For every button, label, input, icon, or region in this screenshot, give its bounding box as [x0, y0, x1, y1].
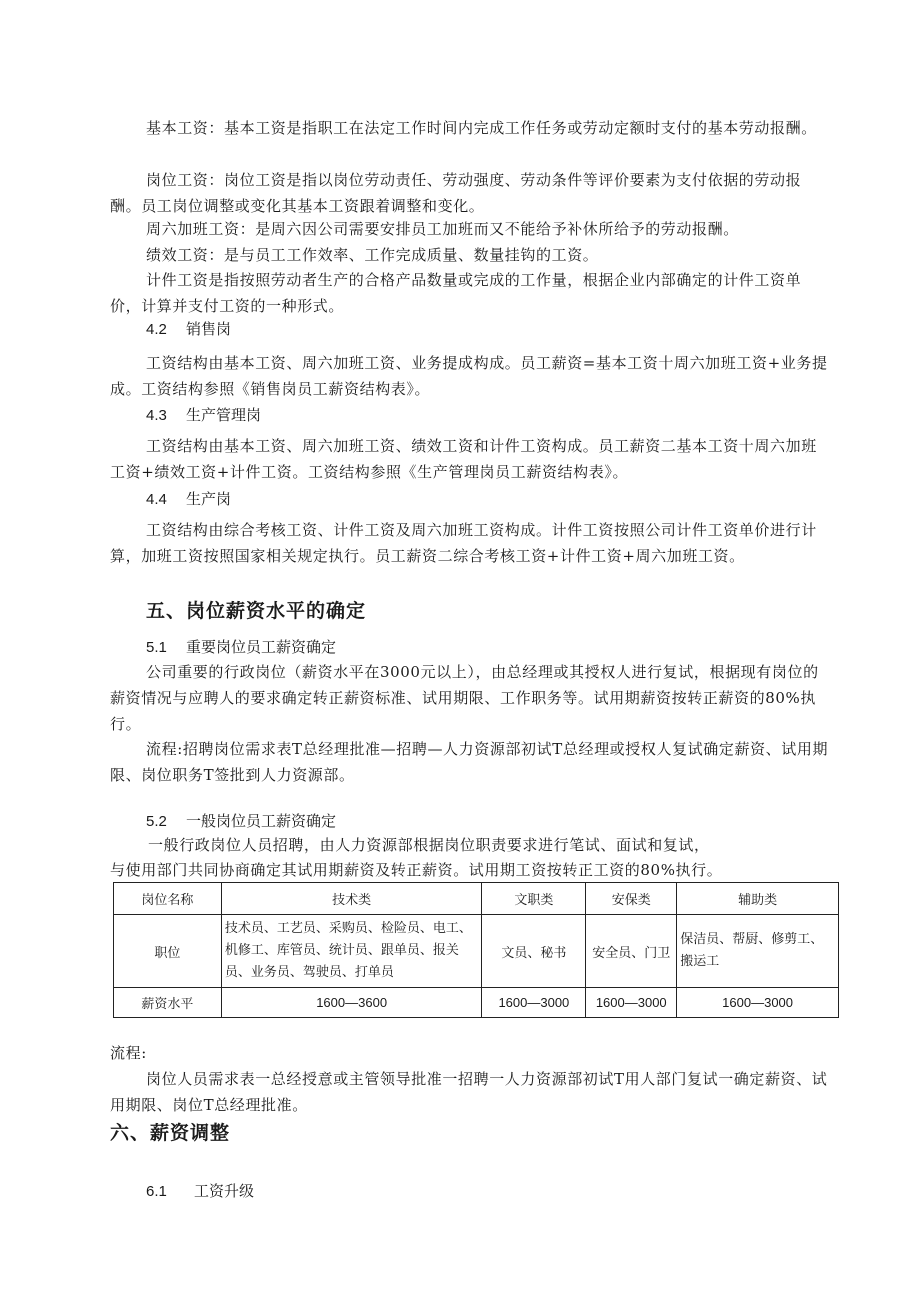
table-cell-auxiliary-positions: 保洁员、帮厨、修剪工、搬运工 [677, 915, 839, 988]
table-cell-tech-salary: 1600—3600 [221, 988, 482, 1018]
para-general-position-flow: 岗位人员需求表一总经授意或主管领导批准一招聘一人力资源部初试T用人部门复试一确定薪资、试用期限、岗位T总经理批准。 [110, 1070, 828, 1114]
subheading-number: 5.1 [146, 639, 167, 656]
subheading-4-2 [146, 317, 231, 342]
table-header-cell: 安保类 [586, 883, 677, 915]
table-row-label: 职位 [114, 915, 222, 988]
table-header-cell: 文职类 [482, 883, 586, 915]
section-5-heading: 五、岗位薪资水平的确定 [146, 601, 367, 622]
salary-level-table [113, 882, 839, 1018]
table-cell-security-positions: 安全员、门卫 [586, 915, 677, 988]
table-row-positions [114, 915, 839, 988]
table-cell-auxiliary-salary: 1600—3000 [677, 988, 839, 1018]
flow-label: 流程: [110, 1044, 147, 1062]
para-performance-wage: 绩效工资：是与员工工作效率、工作完成质量、数量挂钩的工资。 [146, 246, 599, 264]
subheading-number: 5.2 [146, 813, 167, 830]
subheading-title: 生产管理岗 [186, 406, 262, 424]
subheading-6-1 [146, 1179, 254, 1204]
subheading-5-2 [146, 809, 336, 834]
subheading-title: 工资升级 [194, 1182, 255, 1200]
subheading-title: 重要岗位员工薪资确定 [186, 638, 337, 656]
para-saturday-wage: 周六加班工资：是周六因公司需要安排员工加班而又不能给予补休所给予的劳动报酬。 [146, 220, 739, 238]
para-production-structure: 工资结构由综合考核工资、计件工资及周六加班工资构成。计件工资按照公司计件工资单价进行计算，加班工资按照国家相关规定执行。员工薪资二综合考核工资+计件工资+周六加班工资。 [110, 521, 817, 565]
table-cell-clerical-salary: 1600—3000 [482, 988, 586, 1018]
subheading-number: 4.4 [146, 491, 167, 508]
subheading-5-1 [146, 635, 336, 660]
para-basic-wage: 基本工资：基本工资是指职工在法定工作时间内完成工作任务或劳动定额时支付的基本劳动报酬。 [146, 119, 817, 137]
table-row-label: 薪资水平 [114, 988, 222, 1018]
table-header-cell: 岗位名称 [114, 883, 222, 915]
table-cell-clerical-positions: 文员、秘书 [482, 915, 586, 988]
table-cell-tech-positions: 技术员、工艺员、采购员、检险员、电工、机修工、库管员、统计员、跟单员、报关员、业务员、驾驶员、打单员 [221, 915, 482, 988]
table-cell-security-salary: 1600—3000 [586, 988, 677, 1018]
subheading-number: 4.3 [146, 407, 167, 424]
table-header-cell: 辅助类 [677, 883, 839, 915]
subheading-number: 4.2 [146, 321, 167, 338]
subheading-4-3 [146, 403, 261, 428]
section-6-heading: 六、薪资调整 [110, 1123, 231, 1144]
subheading-title: 销售岗 [186, 320, 232, 338]
table-header-cell: 技术类 [221, 883, 482, 915]
para-post-wage: 岗位工资：岗位工资是指以岗位劳动责任、劳动强度、劳动条件等评价要素为支付依据的劳动报酬。员工岗位调整或变化其基本工资跟着调整和变化。 [110, 171, 802, 215]
para-piece-wage: 计件工资是指按照劳动者生产的合格产品数量或完成的工作量，根据企业内部确定的计件工资单价，计算并支付工资的一种形式。 [110, 271, 802, 315]
subheading-title: 一般岗位员工薪资确定 [186, 812, 337, 830]
subheading-4-4 [146, 487, 231, 512]
para-key-position-salary: 公司重要的行政岗位（薪资水平在3000元以上），由总经理或其授权人进行复试，根据现有岗位的薪资情况与应聘人的要求确定转正薪资标准、试用期限、工作职务等。试用期薪资按转正薪资的80%执行。 [110, 663, 819, 733]
para-general-position-line1: 一般行政岗位人员招聘，由人力资源部根据岗位职责要求进行笔试、面试和复试， [148, 836, 710, 854]
subheading-title: 生产岗 [186, 490, 232, 508]
table-header-row [114, 883, 839, 915]
para-sales-structure: 工资结构由基本工资、周六加班工资、业务提成构成。员工薪资=基本工资十周六加班工资+业务提成。工资结构参照《销售岗员工薪资结构表》。 [110, 354, 828, 398]
para-production-mgmt-structure: 工资结构由基本工资、周六加班工资、绩效工资和计件工资构成。员工薪资二基本工资十周六加班工资+绩效工资+计件工资。工资结构参照《生产管理岗员工薪资结构表》。 [110, 437, 817, 481]
para-general-position-line2: 与使用部门共同协商确定其试用期薪资及转正薪资。试用期工资按转正工资的80%执行。 [110, 861, 723, 879]
table-row-salary [114, 988, 839, 1018]
subheading-number: 6.1 [146, 1183, 167, 1200]
para-key-position-flow: 流程:招聘岗位需求表T总经理批准—招聘—人力资源部初试T总经理或授权人复试确定薪资、试用期限、岗位职务T签批到人力资源部。 [110, 740, 829, 784]
